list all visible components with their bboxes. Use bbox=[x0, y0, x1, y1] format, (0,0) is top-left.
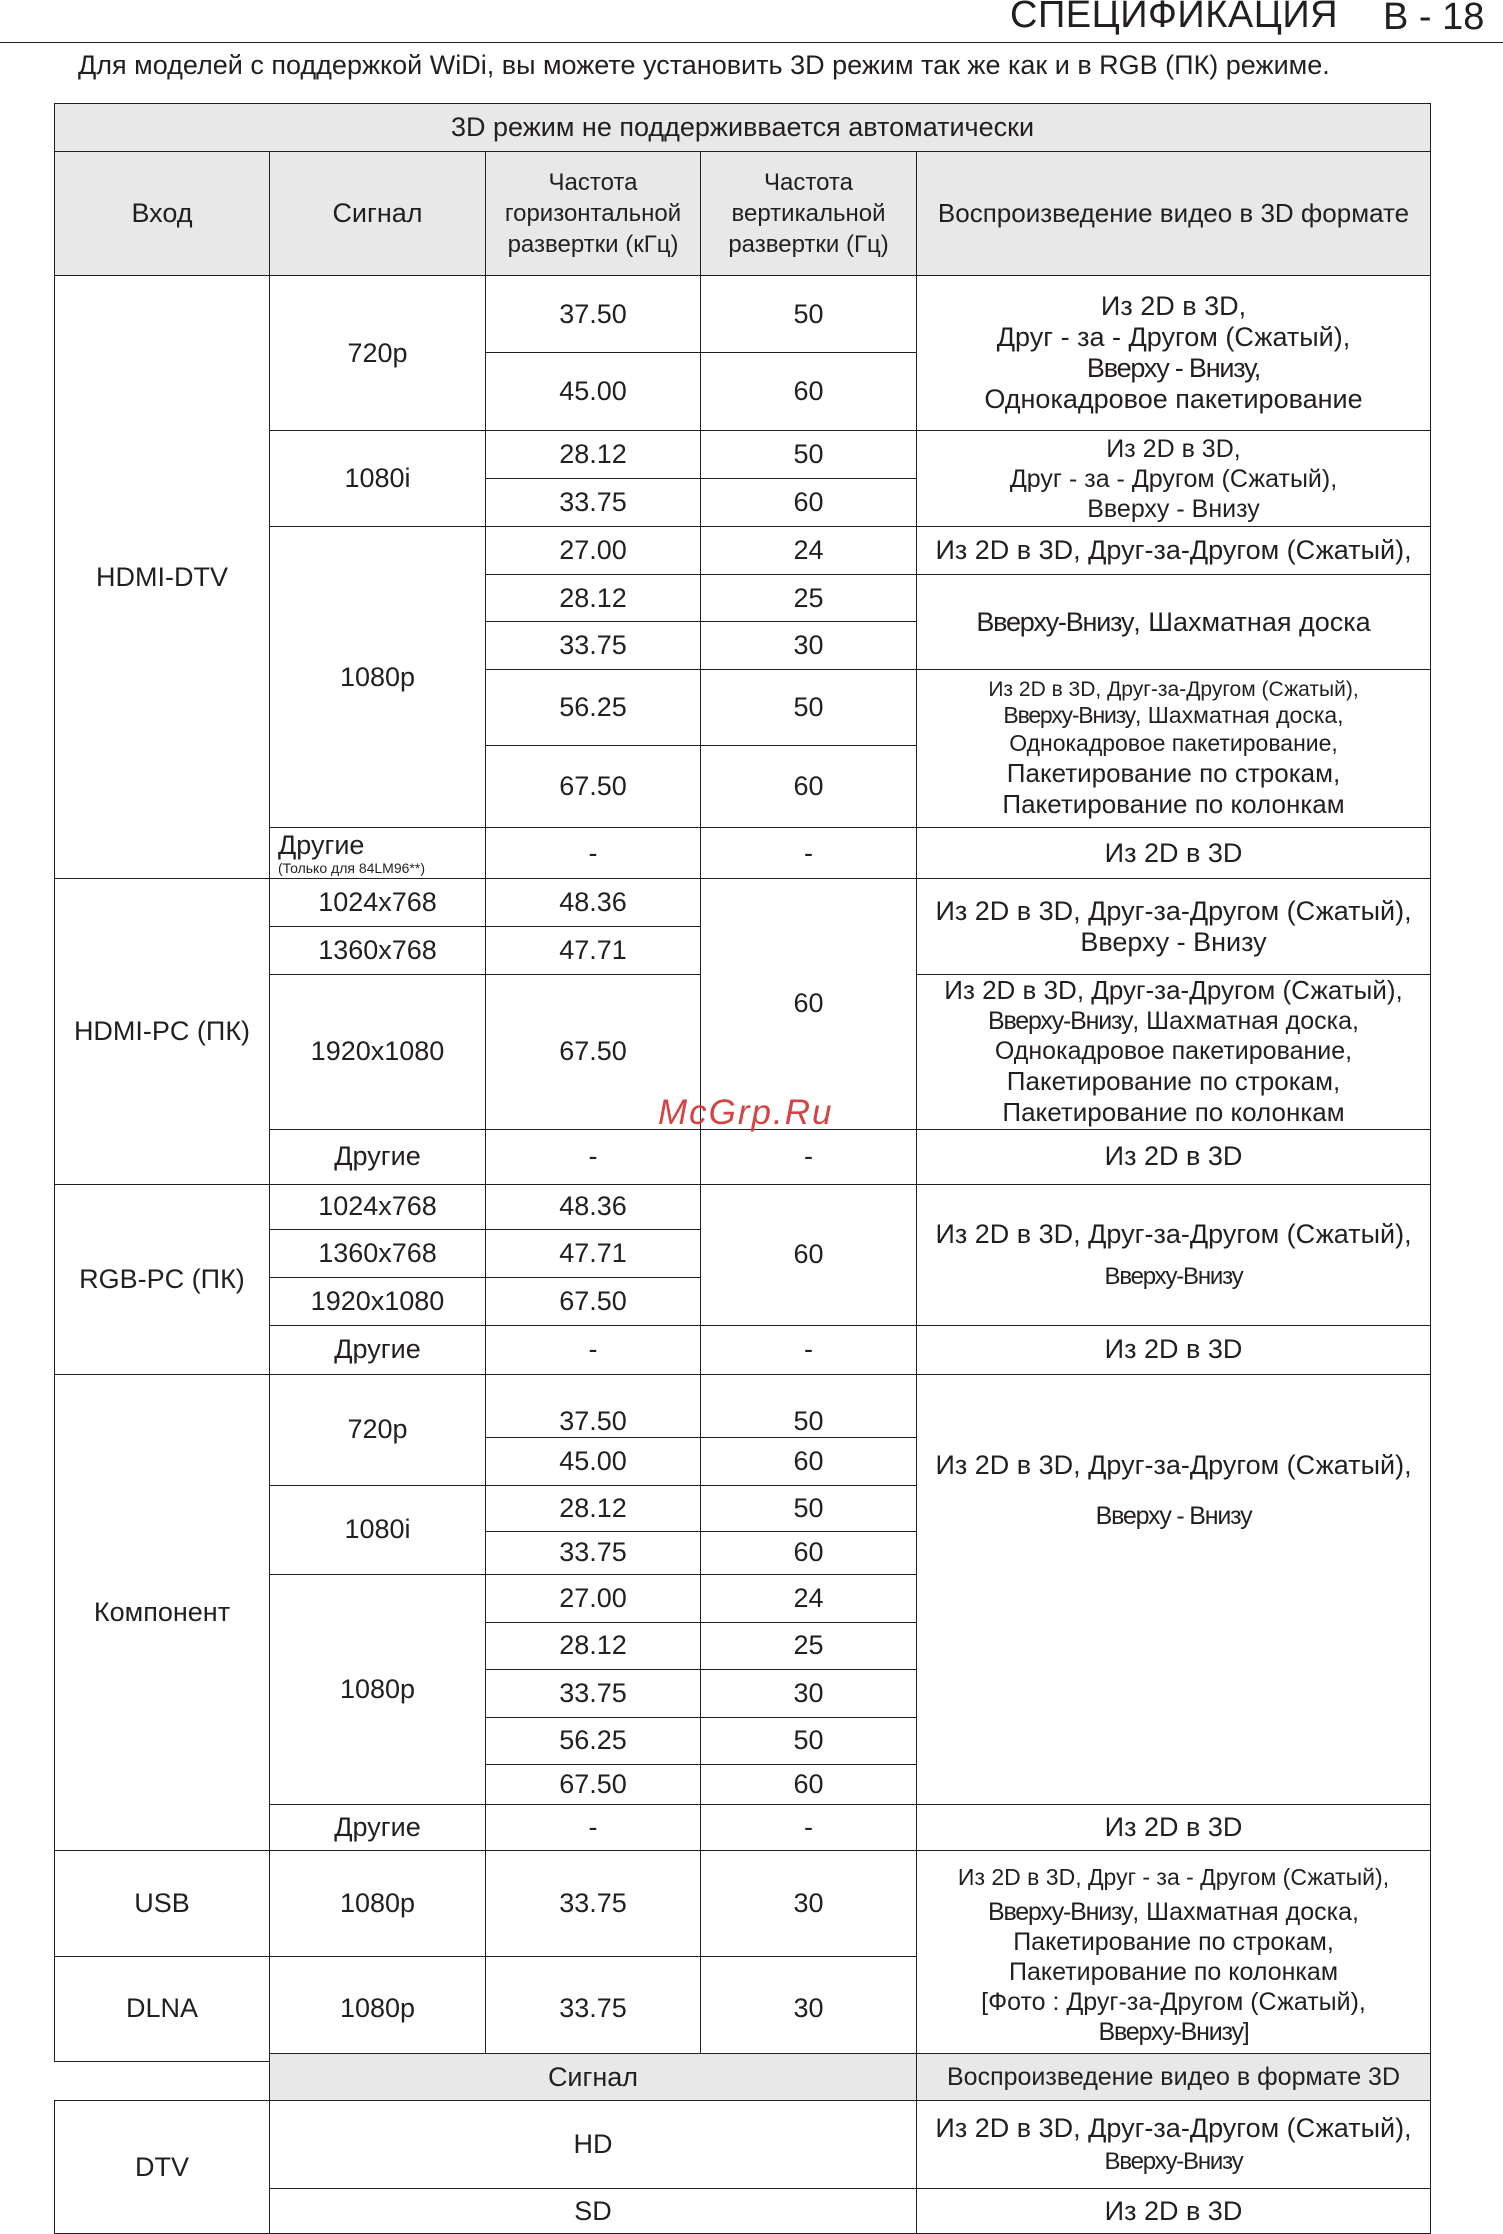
hfreq-cell: - bbox=[486, 1325, 701, 1374]
playback-usb-dlna: Из 2D в 3D, Друг - за - Другом (Сжатый), Вверху-Внизу, Шахматная доска, Пакетирование по строкам, Пакетирование по колонкам [Фото : Друг-за-Другом (Сжатый), Вверху-Внизу] bbox=[917, 1850, 1431, 2061]
vfreq-cell: - bbox=[701, 1129, 917, 1184]
signal-720p: 720p bbox=[270, 1374, 486, 1485]
hfreq-cell: - bbox=[486, 1804, 701, 1850]
vfreq-cell: 50 bbox=[701, 276, 917, 353]
hfreq-cell: 48.36 bbox=[486, 1184, 701, 1229]
signal-hd: HD bbox=[270, 2101, 917, 2189]
header-vfreq: Частота вертикальной развертки (Гц) bbox=[701, 152, 917, 276]
signal-other-note: Другие (Только для 84LM96**) bbox=[270, 828, 486, 879]
vfreq-cell: 50 bbox=[701, 1485, 917, 1531]
dtv-table bbox=[54, 2053, 1431, 2234]
vfreq-cell: 50 bbox=[701, 670, 917, 746]
signal-1080i: 1080i bbox=[270, 431, 486, 527]
table-row bbox=[55, 1184, 1431, 1229]
hfreq-cell: 67.50 bbox=[486, 746, 701, 828]
hfreq-cell: 28.12 bbox=[486, 575, 701, 622]
signal-cell: 1080p bbox=[270, 1850, 486, 1956]
vfreq-cell: 60 bbox=[701, 1184, 917, 1325]
input-dlna: DLNA bbox=[55, 1956, 270, 2061]
vfreq-cell: 60 bbox=[701, 879, 917, 1130]
playback-1080p-a1: Из 2D в 3D, Друг-за-Другом (Сжатый), bbox=[917, 527, 1431, 575]
header-rule bbox=[0, 42, 1503, 43]
playback-other: Из 2D в 3D bbox=[917, 1325, 1431, 1374]
signal-cell: 1920x1080 bbox=[270, 975, 486, 1130]
playback-component: Из 2D в 3D, Друг-за-Другом (Сжатый), Вверху - Внизу bbox=[917, 1374, 1431, 1804]
table-row bbox=[55, 1850, 1431, 1956]
vfreq-cell: 60 bbox=[701, 1531, 917, 1574]
playback-1080p-a2: Вверху-Внизу, Шахматная доска bbox=[917, 575, 1431, 670]
hfreq-cell: 45.00 bbox=[486, 353, 701, 431]
playback-hdmi-pc-b: Из 2D в 3D, Друг-за-Другом (Сжатый), Вверху-Внизу, Шахматная доска, Однокадровое пакетирование, Пакетирование по строкам, Пакетирование по колонкам bbox=[917, 975, 1431, 1130]
vfreq-cell: 60 bbox=[701, 1437, 917, 1485]
signal-1080i: 1080i bbox=[270, 1485, 486, 1574]
hfreq-cell: 47.71 bbox=[486, 927, 701, 975]
header-playback: Воспроизведение видео в 3D формате bbox=[917, 152, 1431, 276]
header-signal: Сигнал bbox=[270, 152, 486, 276]
hfreq-cell: 48.36 bbox=[486, 879, 701, 927]
vfreq-cell: 30 bbox=[701, 1669, 917, 1717]
vfreq-cell: 30 bbox=[701, 1956, 917, 2061]
intro-text: Для моделей с поддержкой WiDi, вы можете установить 3D режим так же как и в RGB (ПК) режиме. bbox=[78, 50, 1330, 80]
input-rgb-pc: RGB-PC (ПК) bbox=[55, 1184, 270, 1374]
hfreq-cell: 33.75 bbox=[486, 1850, 701, 1956]
playback-hdmi-pc-a: Из 2D в 3D, Друг-за-Другом (Сжатый), Вверху - Внизу bbox=[917, 879, 1431, 975]
vfreq-cell: 25 bbox=[701, 575, 917, 622]
hfreq-cell: 28.12 bbox=[486, 431, 701, 479]
hfreq-cell: 33.75 bbox=[486, 1669, 701, 1717]
hfreq-cell: 33.75 bbox=[486, 1531, 701, 1574]
hfreq-cell: 67.50 bbox=[486, 1764, 701, 1804]
vfreq-cell: 50 bbox=[701, 1717, 917, 1764]
input-dtv: DTV bbox=[55, 2101, 270, 2234]
vfreq-cell: 25 bbox=[701, 1622, 917, 1669]
hfreq-cell: - bbox=[486, 828, 701, 879]
input-usb: USB bbox=[55, 1850, 270, 1956]
vfreq-cell: - bbox=[701, 1325, 917, 1374]
hfreq-cell: 33.75 bbox=[486, 1956, 701, 2061]
signal-cell: 1360x768 bbox=[270, 927, 486, 975]
table-row bbox=[55, 879, 1431, 927]
playback-1080i: Из 2D в 3D, Друг - за - Другом (Сжатый), Вверху - Внизу bbox=[917, 431, 1431, 527]
playback-hd: Из 2D в 3D, Друг-за-Другом (Сжатый), Вверху-Внизу bbox=[917, 2101, 1431, 2189]
playback-720p: Из 2D в 3D, Друг - за - Другом (Сжатый), Вверху - Внизу, Однокадровое пакетирование bbox=[917, 276, 1431, 431]
signal-cell: 1080p bbox=[270, 1956, 486, 2061]
dtv-corner bbox=[55, 2054, 270, 2101]
input-hdmi-dtv: HDMI-DTV bbox=[55, 276, 270, 879]
playback-rgb-pc: Из 2D в 3D, Друг-за-Другом (Сжатый), Вверху-Внизу bbox=[917, 1184, 1431, 1325]
signal-cell: 1024x768 bbox=[270, 1184, 486, 1229]
hfreq-cell: - bbox=[486, 1129, 701, 1184]
signal-cell: Другие bbox=[270, 1804, 486, 1850]
vfreq-cell: 50 bbox=[701, 431, 917, 479]
input-component: Компонент bbox=[55, 1374, 270, 1850]
hfreq-cell: 67.50 bbox=[486, 1277, 701, 1325]
hfreq-cell: 28.12 bbox=[486, 1622, 701, 1669]
header-input: Вход bbox=[55, 152, 270, 276]
dtv-header-playback: Воспроизведение видео в формате 3D bbox=[917, 2054, 1431, 2101]
playback-other: Из 2D в 3D bbox=[917, 1129, 1431, 1184]
watermark: McGrp.Ru bbox=[658, 1093, 834, 1132]
vfreq-cell: 30 bbox=[701, 622, 917, 670]
input-hdmi-pc: HDMI-PC (ПК) bbox=[55, 879, 270, 1185]
hfreq-cell: 45.00 bbox=[486, 1437, 701, 1485]
hfreq-cell: 37.50 bbox=[486, 276, 701, 353]
signal-cell: 1360x768 bbox=[270, 1229, 486, 1277]
signal-cell: Другие bbox=[270, 1129, 486, 1184]
playback-sd: Из 2D в 3D bbox=[917, 2189, 1431, 2234]
hfreq-cell: 27.00 bbox=[486, 1574, 701, 1622]
hfreq-cell: 67.50 bbox=[486, 975, 701, 1130]
hfreq-cell: 56.25 bbox=[486, 670, 701, 746]
vfreq-cell: 60 bbox=[701, 479, 917, 527]
hfreq-cell: 33.75 bbox=[486, 622, 701, 670]
playback-other: Из 2D в 3D bbox=[917, 828, 1431, 879]
vfreq-cell: - bbox=[701, 828, 917, 879]
playback-other: Из 2D в 3D bbox=[917, 1804, 1431, 1850]
hfreq-cell: 33.75 bbox=[486, 479, 701, 527]
table-row bbox=[55, 276, 1431, 353]
signal-1080p: 1080p bbox=[270, 527, 486, 828]
hfreq-cell: 37.50 bbox=[486, 1374, 701, 1437]
page-number: В - 18 bbox=[1383, 0, 1485, 38]
signal-cell: Другие bbox=[270, 1325, 486, 1374]
signal-1080p: 1080p bbox=[270, 1574, 486, 1804]
vfreq-cell: 60 bbox=[701, 353, 917, 431]
table-caption: 3D режим не поддерживвается автоматически bbox=[55, 104, 1431, 152]
vfreq-cell: 60 bbox=[701, 746, 917, 828]
signal-720p: 720p bbox=[270, 276, 486, 431]
page-title: СПЕЦИФИКАЦИЯ bbox=[1010, 0, 1339, 36]
signal-sd: SD bbox=[270, 2189, 917, 2234]
hfreq-cell: 27.00 bbox=[486, 527, 701, 575]
hfreq-cell: 28.12 bbox=[486, 1485, 701, 1531]
spec-table bbox=[54, 103, 1431, 2062]
header-hfreq: Частота горизонтальной развертки (кГц) bbox=[486, 152, 701, 276]
vfreq-cell: - bbox=[701, 1804, 917, 1850]
table-row bbox=[55, 1374, 1431, 1437]
dtv-header-signal: Сигнал bbox=[270, 2054, 917, 2101]
vfreq-cell: 24 bbox=[701, 527, 917, 575]
signal-cell: 1920x1080 bbox=[270, 1277, 486, 1325]
vfreq-cell: 50 bbox=[701, 1374, 917, 1437]
hfreq-cell: 47.71 bbox=[486, 1229, 701, 1277]
vfreq-cell: 30 bbox=[701, 1850, 917, 1956]
signal-cell: 1024x768 bbox=[270, 879, 486, 927]
hfreq-cell: 56.25 bbox=[486, 1717, 701, 1764]
playback-1080p-b: Из 2D в 3D, Друг-за-Другом (Сжатый), Вверху-Внизу, Шахматная доска, Однокадровое пакетирование, Пакетирование по строкам, Пакетирование по колонкам bbox=[917, 670, 1431, 828]
vfreq-cell: 24 bbox=[701, 1574, 917, 1622]
table-row bbox=[55, 2101, 1431, 2189]
vfreq-cell: 60 bbox=[701, 1764, 917, 1804]
